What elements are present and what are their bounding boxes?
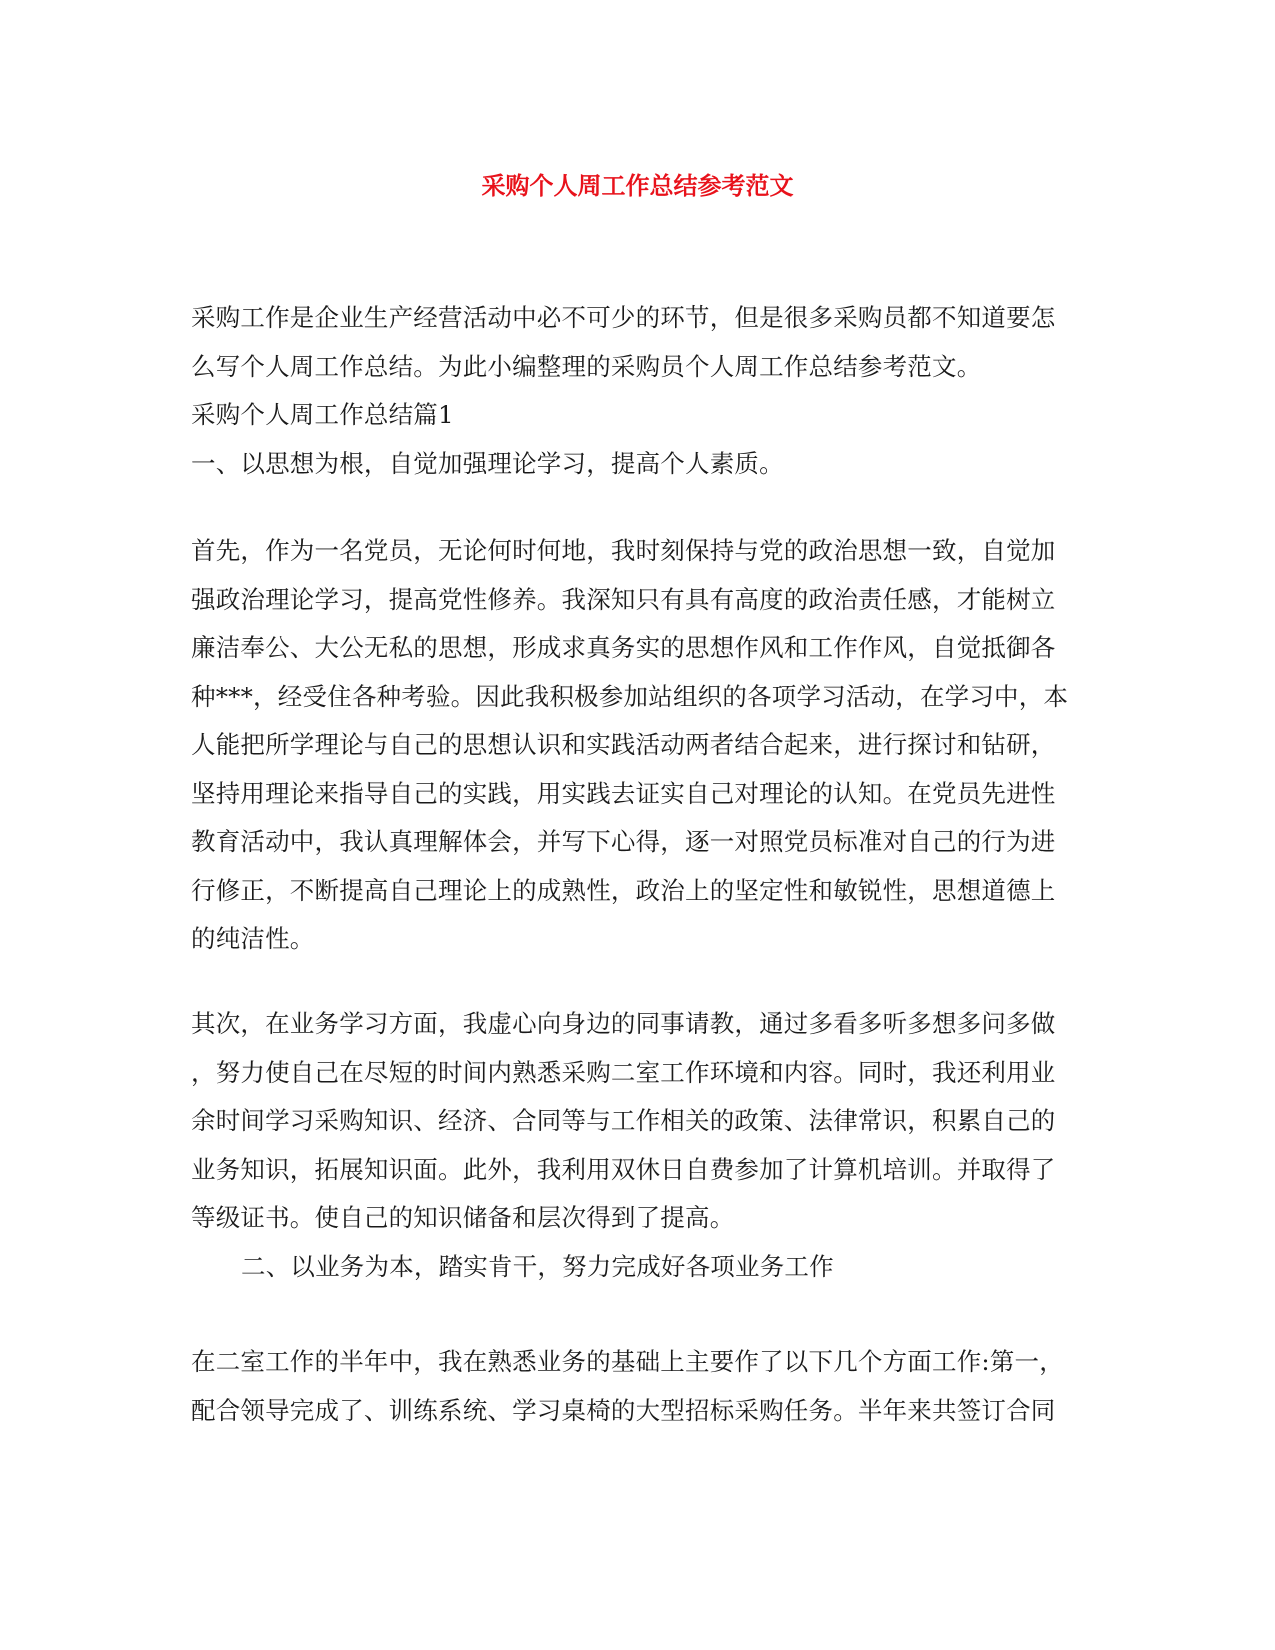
paragraph-line: 的纯洁性。 [191,924,315,953]
paragraph-line: 首先，作为一名党员，无论何时何地，我时刻保持与党的政治思想一致，自觉加 [191,536,1056,565]
intro-line: 么写个人周工作总结。为此小编整理的采购员个人周工作总结参考范文。 [191,351,982,381]
paragraph-1 [191,527,1081,964]
paragraph-line: 教育活动中，我认真理解体会，并写下心得，逐一对照党员标准对自己的行为进 [191,827,1056,856]
paragraph-line: 坚持用理论来指导自己的实践，用实践去证实自己对理论的认知。在党员先进性 [191,778,1056,808]
section-subtitle: 采购个人周工作总结篇1 [191,400,454,429]
paragraph-line: 等级证书。使自己的知识储备和层次得到了提高。 [191,1203,735,1232]
paragraph-line: ，努力使自己在尽短的时间内熟悉采购二室工作环境和内容。同时，我还利用业 [191,1057,1056,1087]
paragraph-2 [191,1000,1081,1291]
paragraph-3 [191,1338,1081,1435]
section-heading-2: 二、以业务为本，踏实肯干，努力完成好各项业务工作 [241,1251,834,1281]
paragraph-line: 配合领导完成了、训练系统、学习桌椅的大型招标采购任务。半年来共签订合同 [191,1395,1056,1425]
intro-block [191,294,1081,488]
document-title: 采购个人周工作总结参考范文 [481,171,794,200]
paragraph-line: 业务知识，拓展知识面。此外，我利用双休日自费参加了计算机培训。并取得了 [191,1154,1056,1184]
intro-line: 采购工作是企业生产经营活动中必不可少的环节，但是很多采购员都不知道要怎 [191,303,1056,332]
paragraph-line: 在二室工作的半年中，我在熟悉业务的基础上主要作了以下几个方面工作:第一， [191,1347,1064,1376]
paragraph-line: 廉洁奉公、大公无私的思想，形成求真务实的思想作风和工作作风，自觉抵御各 [191,633,1056,662]
paragraph-line: 其次，在业务学习方面，我虚心向身边的同事请教，通过多看多听多想多问多做 [191,1009,1056,1038]
paragraph-line: 强政治理论学习，提高党性修养。我深知只有具有高度的政治责任感，才能树立 [191,584,1056,614]
paragraph-line: 余时间学习采购知识、经济、合同等与工作相关的政策、法律常识，积累自己的 [191,1106,1056,1135]
paragraph-line: 人能把所学理论与自己的思想认识和实践活动两者结合起来，进行探讨和钻研， [191,730,1056,759]
section-heading-1: 一、以思想为根，自觉加强理论学习，提高个人素质。 [191,448,784,478]
paragraph-line: 种***，经受住各种考验。因此我积极参加站组织的各项学习活动，在学习中，本 [191,681,1069,711]
paragraph-line: 行修正，不断提高自己理论上的成熟性，政治上的坚定性和敏锐性，思想道德上 [191,875,1056,905]
